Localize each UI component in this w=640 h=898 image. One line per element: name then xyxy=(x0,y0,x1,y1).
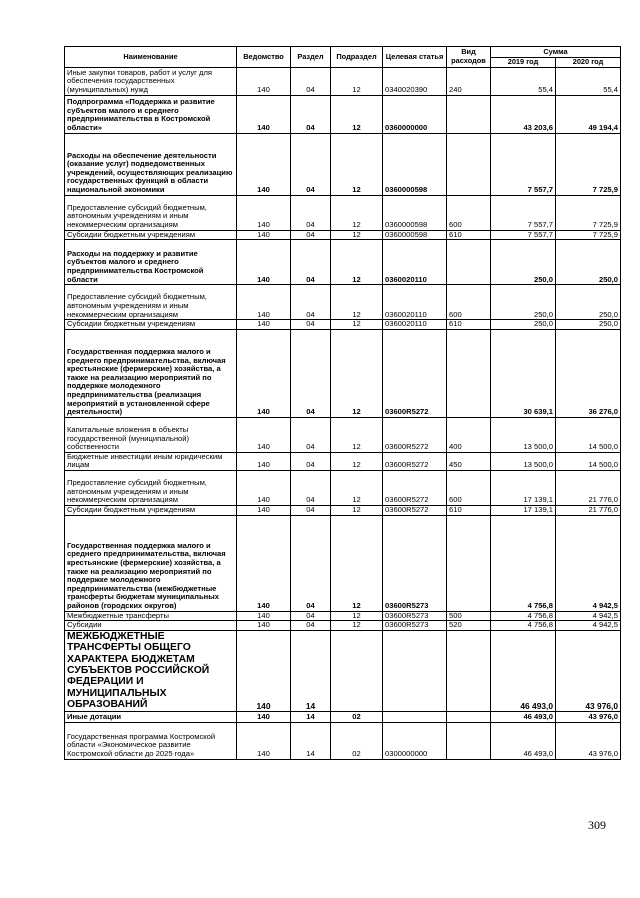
row-vid xyxy=(447,711,491,722)
row-sum-2019: 13 500,0 xyxy=(491,452,556,470)
row-sum-2019: 46 493,0 xyxy=(491,711,556,722)
row-name: Предоставление субсидий бюджетным, автономным учреждениям и иным некоммерческим организациям xyxy=(65,285,237,320)
row-razdel: 04 xyxy=(291,470,331,505)
row-sum-2019: 7 557,7 xyxy=(491,133,556,195)
row-sum-2020: 7 725,9 xyxy=(556,230,621,240)
table-row xyxy=(65,452,621,470)
row-podrazdel: 12 xyxy=(331,417,383,452)
row-statia: 0360020110 xyxy=(383,240,447,285)
row-vid: 610 xyxy=(447,505,491,515)
row-name: Субсидии xyxy=(65,621,237,631)
row-razdel: 04 xyxy=(291,452,331,470)
col-header-podrazdel: Подраздел xyxy=(331,47,383,68)
row-name: Субсидии бюджетным учреждениям xyxy=(65,505,237,515)
row-sum-2020: 36 276,0 xyxy=(556,329,621,417)
row-razdel: 04 xyxy=(291,329,331,417)
table-row xyxy=(65,621,621,631)
table-header xyxy=(65,47,621,68)
row-podrazdel: 12 xyxy=(331,285,383,320)
row-sum-2019: 4 756,8 xyxy=(491,621,556,631)
row-sum-2020: 43 976,0 xyxy=(556,722,621,759)
row-name: Предоставление субсидий бюджетным, автономным учреждениям и иным некоммерческим организациям xyxy=(65,470,237,505)
row-razdel: 14 xyxy=(291,722,331,759)
row-podrazdel: 12 xyxy=(331,133,383,195)
row-vedomstvo: 140 xyxy=(237,240,291,285)
row-vid xyxy=(447,630,491,711)
table-row xyxy=(65,230,621,240)
row-name: Подпрограмма «Поддержка и развитие субъектов малого и среднего предпринимательства в Костромской области» xyxy=(65,95,237,133)
row-name: Государственная программа Костромской области «Экономическое развитие Костромской области до 2025 года» xyxy=(65,722,237,759)
row-vedomstvo: 140 xyxy=(237,711,291,722)
row-razdel: 04 xyxy=(291,515,331,611)
row-name: Бюджетные инвестиции иным юридическим лицам xyxy=(65,452,237,470)
row-sum-2020: 43 976,0 xyxy=(556,630,621,711)
row-name: Расходы на обеспечение деятельности (оказание услуг) подведомственных учреждений, осуществляющих реализацию государственных функций в области национальной экономики xyxy=(65,133,237,195)
table-row xyxy=(65,505,621,515)
row-sum-2019: 17 139,1 xyxy=(491,470,556,505)
row-sum-2020: 4 942,5 xyxy=(556,611,621,621)
row-razdel: 04 xyxy=(291,195,331,230)
row-razdel: 04 xyxy=(291,133,331,195)
row-statia xyxy=(383,711,447,722)
row-sum-2019: 55,4 xyxy=(491,67,556,95)
row-razdel: 04 xyxy=(291,95,331,133)
row-podrazdel: 12 xyxy=(331,621,383,631)
row-sum-2019: 250,0 xyxy=(491,320,556,330)
row-podrazdel xyxy=(331,630,383,711)
row-name: Государственная поддержка малого и среднего предпринимательства, включая крестьянские (фермерские) хозяйства, а также на реализацию мероприятий по поддержке молодежного предпринимательства (реализация мероприятий в установленной сфере деятельности) xyxy=(65,329,237,417)
row-sum-2020: 250,0 xyxy=(556,320,621,330)
col-header-statia: Целевая статья xyxy=(383,47,447,68)
row-sum-2019: 43 203,6 xyxy=(491,95,556,133)
row-vid xyxy=(447,329,491,417)
row-statia: 03600R5273 xyxy=(383,621,447,631)
row-vedomstvo: 140 xyxy=(237,452,291,470)
row-sum-2020: 250,0 xyxy=(556,240,621,285)
row-sum-2019: 250,0 xyxy=(491,240,556,285)
row-razdel: 04 xyxy=(291,285,331,320)
table-row xyxy=(65,329,621,417)
row-vedomstvo: 140 xyxy=(237,195,291,230)
row-vid: 240 xyxy=(447,67,491,95)
row-statia: 03600R5272 xyxy=(383,329,447,417)
row-sum-2019: 4 756,8 xyxy=(491,611,556,621)
row-razdel: 14 xyxy=(291,630,331,711)
table-row xyxy=(65,515,621,611)
row-podrazdel: 12 xyxy=(331,240,383,285)
row-statia: 0360000000 xyxy=(383,95,447,133)
row-name: МЕЖБЮДЖЕТНЫЕ ТРАНСФЕРТЫ ОБЩЕГО ХАРАКТЕРА БЮДЖЕТАМ СУБЪЕКТОВ РОССИЙСКОЙ ФЕДЕРАЦИИ И МУНИЦИПАЛЬНЫХ ОБРАЗОВАНИЙ xyxy=(65,630,237,711)
row-statia: 0300000000 xyxy=(383,722,447,759)
table-row xyxy=(65,711,621,722)
table-row xyxy=(65,470,621,505)
page-number: 309 xyxy=(588,818,606,832)
row-sum-2020: 21 776,0 xyxy=(556,470,621,505)
table-row xyxy=(65,722,621,759)
row-sum-2019: 17 139,1 xyxy=(491,505,556,515)
row-sum-2019: 46 493,0 xyxy=(491,630,556,711)
row-name: Предоставление субсидий бюджетным, автономным учреждениям и иным некоммерческим организациям xyxy=(65,195,237,230)
row-sum-2019: 7 557,7 xyxy=(491,195,556,230)
row-name: Субсидии бюджетным учреждениям xyxy=(65,320,237,330)
row-podrazdel: 12 xyxy=(331,320,383,330)
row-vid: 400 xyxy=(447,417,491,452)
row-vedomstvo: 140 xyxy=(237,67,291,95)
row-name: Расходы на поддержку и развитие субъектов малого и среднего предпринимательства Костромской области xyxy=(65,240,237,285)
row-vedomstvo: 140 xyxy=(237,621,291,631)
budget-table-sheet xyxy=(64,46,620,760)
row-sum-2020: 49 194,4 xyxy=(556,95,621,133)
table-row xyxy=(65,417,621,452)
row-sum-2020: 7 725,9 xyxy=(556,195,621,230)
row-sum-2020: 250,0 xyxy=(556,285,621,320)
col-header-2020: 2020 год xyxy=(556,58,621,68)
row-vedomstvo: 140 xyxy=(237,133,291,195)
row-vedomstvo: 140 xyxy=(237,230,291,240)
row-name: Иные закупки товаров, работ и услуг для обеспечения государственных (муниципальных) нужд xyxy=(65,67,237,95)
row-statia: 0360000598 xyxy=(383,195,447,230)
row-vedomstvo: 140 xyxy=(237,722,291,759)
row-sum-2020: 14 500,0 xyxy=(556,417,621,452)
row-sum-2019: 4 756,8 xyxy=(491,515,556,611)
row-vedomstvo: 140 xyxy=(237,630,291,711)
row-vid: 500 xyxy=(447,611,491,621)
row-statia: 0360020110 xyxy=(383,285,447,320)
row-razdel: 04 xyxy=(291,505,331,515)
row-sum-2020: 55,4 xyxy=(556,67,621,95)
row-razdel: 14 xyxy=(291,711,331,722)
row-name: Субсидии бюджетным учреждениям xyxy=(65,230,237,240)
row-podrazdel: 12 xyxy=(331,230,383,240)
row-sum-2019: 250,0 xyxy=(491,285,556,320)
col-header-name: Наименование xyxy=(65,47,237,68)
row-podrazdel: 12 xyxy=(331,470,383,505)
row-razdel: 04 xyxy=(291,621,331,631)
row-statia: 03600R5272 xyxy=(383,417,447,452)
row-vedomstvo: 140 xyxy=(237,470,291,505)
row-sum-2020: 14 500,0 xyxy=(556,452,621,470)
row-vid: 450 xyxy=(447,452,491,470)
row-vedomstvo: 140 xyxy=(237,417,291,452)
col-header-vid: Вид расходов xyxy=(447,47,491,68)
row-podrazdel: 02 xyxy=(331,722,383,759)
row-statia: 0360020110 xyxy=(383,320,447,330)
row-vid xyxy=(447,95,491,133)
col-header-razdel: Раздел xyxy=(291,47,331,68)
row-statia: 03600R5272 xyxy=(383,452,447,470)
table-row xyxy=(65,611,621,621)
row-statia: 0360000598 xyxy=(383,230,447,240)
budget-table xyxy=(64,46,621,760)
row-podrazdel: 12 xyxy=(331,67,383,95)
row-vid xyxy=(447,722,491,759)
row-vid: 600 xyxy=(447,285,491,320)
table-row xyxy=(65,240,621,285)
row-vedomstvo: 140 xyxy=(237,329,291,417)
row-statia: 03600R5272 xyxy=(383,470,447,505)
row-razdel: 04 xyxy=(291,240,331,285)
row-vid xyxy=(447,133,491,195)
row-vid: 520 xyxy=(447,621,491,631)
row-vedomstvo: 140 xyxy=(237,611,291,621)
row-statia: 03600R5272 xyxy=(383,505,447,515)
row-razdel: 04 xyxy=(291,417,331,452)
row-sum-2020: 4 942,5 xyxy=(556,515,621,611)
row-vid: 600 xyxy=(447,195,491,230)
row-statia: 03600R5273 xyxy=(383,515,447,611)
row-sum-2019: 46 493,0 xyxy=(491,722,556,759)
row-sum-2020: 21 776,0 xyxy=(556,505,621,515)
row-name: Межбюджетные трансферты xyxy=(65,611,237,621)
row-razdel: 04 xyxy=(291,611,331,621)
row-statia xyxy=(383,630,447,711)
table-row xyxy=(65,285,621,320)
row-sum-2020: 43 976,0 xyxy=(556,711,621,722)
row-name: Государственная поддержка малого и среднего предпринимательства, включая крестьянские (фермерские) хозяйства, а также на реализацию мероприятий по поддержке молодежного предпринимательства (межбюджетные трансферты бюджетам муниципальных районов (городских округов) xyxy=(65,515,237,611)
row-name: Иные дотации xyxy=(65,711,237,722)
row-sum-2019: 7 557,7 xyxy=(491,230,556,240)
row-podrazdel: 02 xyxy=(331,711,383,722)
row-podrazdel: 12 xyxy=(331,505,383,515)
row-name: Капитальные вложения в объекты государственной (муниципальной) собственности xyxy=(65,417,237,452)
row-podrazdel: 12 xyxy=(331,195,383,230)
table-row xyxy=(65,195,621,230)
col-header-summa: Сумма xyxy=(491,47,621,58)
table-row xyxy=(65,630,621,711)
row-sum-2020: 4 942,5 xyxy=(556,621,621,631)
table-row xyxy=(65,320,621,330)
table-row xyxy=(65,133,621,195)
table-row xyxy=(65,95,621,133)
table-row xyxy=(65,67,621,95)
row-vedomstvo: 140 xyxy=(237,515,291,611)
row-vid: 600 xyxy=(447,470,491,505)
row-vedomstvo: 140 xyxy=(237,505,291,515)
row-podrazdel: 12 xyxy=(331,611,383,621)
row-razdel: 04 xyxy=(291,230,331,240)
row-sum-2019: 13 500,0 xyxy=(491,417,556,452)
row-podrazdel: 12 xyxy=(331,452,383,470)
row-statia: 03600R5273 xyxy=(383,611,447,621)
row-sum-2020: 7 725,9 xyxy=(556,133,621,195)
col-header-vedomstvo: Ведомство xyxy=(237,47,291,68)
row-razdel: 04 xyxy=(291,67,331,95)
row-statia: 0360000598 xyxy=(383,133,447,195)
row-vid: 610 xyxy=(447,320,491,330)
row-vedomstvo: 140 xyxy=(237,320,291,330)
table-body xyxy=(65,67,621,759)
row-vedomstvo: 140 xyxy=(237,285,291,320)
row-vid xyxy=(447,240,491,285)
row-sum-2019: 30 639,1 xyxy=(491,329,556,417)
row-podrazdel: 12 xyxy=(331,95,383,133)
row-statia: 0340020390 xyxy=(383,67,447,95)
row-razdel: 04 xyxy=(291,320,331,330)
row-vid xyxy=(447,515,491,611)
row-podrazdel: 12 xyxy=(331,329,383,417)
row-vid: 610 xyxy=(447,230,491,240)
col-header-2019: 2019 год xyxy=(491,58,556,68)
row-podrazdel: 12 xyxy=(331,515,383,611)
row-vedomstvo: 140 xyxy=(237,95,291,133)
